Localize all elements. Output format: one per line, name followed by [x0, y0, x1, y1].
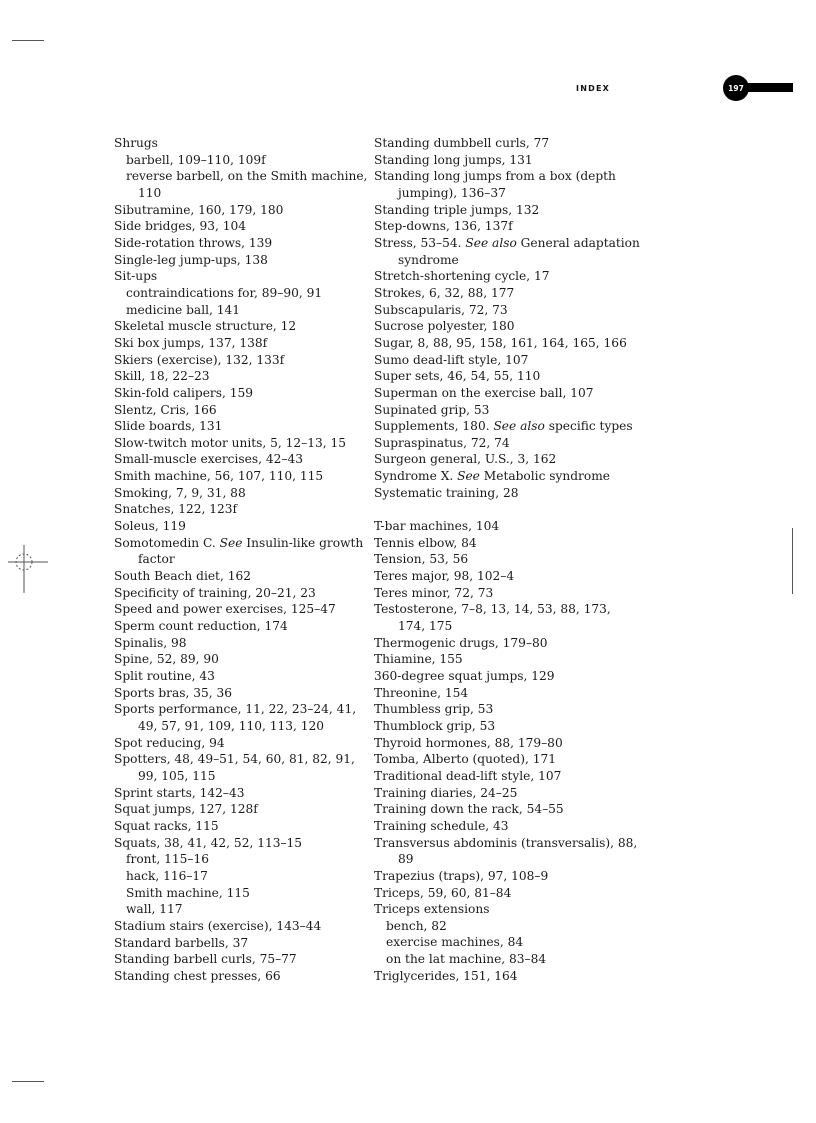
index-entry: Shrugs — [114, 136, 158, 150]
index-entry: Subscapularis, 72, 73 — [374, 302, 508, 317]
letter-group-gap — [374, 501, 614, 518]
index-entry-continuation: 89 — [398, 852, 414, 867]
page-number: 197 — [723, 75, 749, 101]
index-entry: 360-degree squat jumps, 129 — [374, 668, 555, 683]
index-entry: Supinated grip, 53 — [374, 402, 490, 417]
index-entry: Thumblock grip, 53 — [374, 718, 496, 733]
index-entry: Stadium stairs (exercise), 143–44 — [114, 918, 322, 933]
index-entry: Sprint starts, 142–43 — [114, 785, 245, 800]
index-entry: Thyroid hormones, 88, 179–80 — [374, 735, 563, 750]
crop-mark-right — [792, 528, 793, 594]
index-entry: Tennis elbow, 84 — [374, 535, 477, 550]
index-entry: Testosterone, 7–8, 13, 14, 53, 88, 173, — [374, 602, 611, 617]
index-entry: Standing long jumps, 131 — [374, 152, 533, 167]
index-entry — [374, 468, 614, 485]
index-entry-continuation: 99, 105, 115 — [138, 768, 216, 783]
index-entry: Thermogenic drugs, 179–80 — [374, 635, 548, 650]
index-entry: Training schedule, 43 — [374, 818, 509, 833]
index-entry: Sperm count reduction, 174 — [114, 619, 288, 634]
index-subentry: barbell, 109–110, 109f — [126, 152, 266, 167]
index-entry: Slentz, Cris, 166 — [114, 402, 217, 417]
index-entry: Snatches, 122, 123f — [114, 502, 238, 517]
index-entry: Spinalis, 98 — [114, 635, 187, 650]
crop-mark-top-left — [12, 40, 44, 41]
index-entry: Teres minor, 72, 73 — [374, 585, 494, 600]
index-subentry: reverse barbell, on the Smith machine, — [126, 169, 368, 184]
index-entry: Threonine, 154 — [374, 685, 469, 700]
index-entry: Sibutramine, 160, 179, 180 — [114, 202, 284, 217]
index-entry: Sucrose polyester, 180 — [374, 319, 515, 334]
index-entry: Specificity of training, 20–21, 23 — [114, 585, 316, 600]
index-entry: Side bridges, 93, 104 — [114, 219, 246, 234]
cross-reference-target: General adaptation — [516, 235, 640, 250]
cross-reference: See — [219, 535, 243, 550]
index-entry: Slow-twitch motor units, 5, 12–13, 15 — [114, 435, 347, 450]
entry-heading: Stress, 53–54. — [374, 235, 466, 250]
cross-reference: See also — [465, 235, 517, 250]
index-entry: Thiamine, 155 — [374, 652, 463, 667]
index-entry — [114, 535, 364, 552]
index-entry-continuation: syndrome — [398, 252, 459, 267]
index-subentry: Smith machine, 115 — [126, 885, 250, 900]
index-subentry: bench, 82 — [386, 918, 447, 933]
index-entry: Traditional dead-lift style, 107 — [374, 768, 562, 783]
index-entry: T-bar machines, 104 — [374, 519, 500, 534]
cross-reference-target: Metabolic syndrome — [479, 469, 610, 484]
index-subentry: hack, 116–17 — [126, 868, 208, 883]
index-entry: Ski box jumps, 137, 138f — [114, 335, 268, 350]
index-entry: Training diaries, 24–25 — [374, 785, 518, 800]
cross-reference: See — [457, 469, 480, 484]
index-entry: Small-muscle exercises, 42–43 — [114, 452, 303, 467]
index-entry: Training down the rack, 54–55 — [374, 802, 564, 817]
entry-heading: Somotomedin C. — [114, 535, 220, 550]
index-entry: Strokes, 6, 32, 88, 177 — [374, 285, 515, 300]
index-entry: Sumo dead-lift style, 107 — [374, 352, 529, 367]
index-entry: Trapezius (traps), 97, 108–9 — [374, 868, 549, 883]
index-column-right — [374, 135, 640, 984]
crop-mark-bottom-left — [12, 1081, 44, 1082]
index-entry: Superman on the exercise ball, 107 — [374, 385, 594, 400]
index-entry: Single-leg jump-ups, 138 — [114, 252, 268, 267]
cross-reference-target: Insulin-like growth — [242, 535, 364, 550]
index-entry — [374, 235, 640, 252]
index-entry: Stretch-shortening cycle, 17 — [374, 269, 550, 284]
index-entry: South Beach diet, 162 — [114, 569, 251, 584]
index-entry: Standing dumbbell curls, 77 — [374, 136, 550, 150]
entry-heading: Syndrome X. — [374, 469, 458, 484]
index-entry: Soleus, 119 — [114, 519, 186, 534]
index-subentry: wall, 117 — [126, 902, 183, 917]
index-entry: Skin-fold calipers, 159 — [114, 385, 254, 400]
index-entry: Transversus abdominis (transversalis), 88, — [374, 835, 638, 850]
index-entry: Skill, 18, 22–23 — [114, 369, 210, 384]
index-entry: Standing chest presses, 66 — [114, 968, 281, 983]
index-entry: Tomba, Alberto (quoted), 171 — [374, 752, 556, 767]
registration-mark-icon — [8, 545, 48, 593]
index-entry: Thumbless grip, 53 — [374, 702, 494, 717]
index-entry: Triceps extensions — [374, 902, 490, 917]
index-entry-continuation: jumping), 136–37 — [398, 185, 506, 200]
index-entry: Speed and power exercises, 125–47 — [114, 602, 336, 617]
index-entry: Side-rotation throws, 139 — [114, 235, 273, 250]
index-subentry: medicine ball, 141 — [126, 302, 241, 317]
index-entry: Triglycerides, 151, 164 — [374, 968, 518, 983]
index-subentry: exercise machines, 84 — [386, 935, 524, 950]
index-entry: Smith machine, 56, 107, 110, 115 — [114, 469, 324, 484]
entry-heading: Supplements, 180. — [374, 419, 494, 434]
index-entry: Squats, 38, 41, 42, 52, 113–15 — [114, 835, 303, 850]
index-entry: Sports bras, 35, 36 — [114, 685, 233, 700]
index-entry: Sports performance, 11, 22, 23–24, 41, — [114, 702, 357, 717]
cross-reference-target: specific types — [544, 419, 633, 434]
index-column-left — [114, 135, 368, 984]
index-entry: Split routine, 43 — [114, 669, 215, 683]
index-entry-continuation: 49, 57, 91, 109, 110, 113, 120 — [138, 718, 325, 733]
index-entry: Spot reducing, 94 — [114, 735, 225, 750]
index-entry: Spine, 52, 89, 90 — [114, 652, 219, 667]
index-entry: Standing triple jumps, 132 — [374, 202, 540, 217]
index-entry-continuation: 110 — [138, 185, 162, 200]
running-header: INDEX — [576, 84, 610, 93]
index-entry: Sit-ups — [114, 269, 158, 284]
index-subentry: front, 115–16 — [126, 852, 210, 867]
index-entry: Squat racks, 115 — [114, 818, 219, 833]
index-entry: Sugar, 8, 88, 95, 158, 161, 164, 165, 166 — [374, 335, 627, 350]
index-entry: Super sets, 46, 54, 55, 110 — [374, 369, 541, 384]
index-entry: Spotters, 48, 49–51, 54, 60, 81, 82, 91, — [114, 752, 355, 767]
index-entry-continuation: factor — [138, 552, 175, 567]
index-entry: Standing barbell curls, 75–77 — [114, 952, 297, 967]
index-entry-continuation: 174, 175 — [398, 619, 453, 634]
index-entry: Tension, 53, 56 — [374, 552, 469, 567]
cross-reference: See also — [493, 419, 545, 434]
index-entry: Supraspinatus, 72, 74 — [374, 435, 510, 450]
index-entry: Step-downs, 136, 137f — [374, 219, 513, 234]
index-entry: Teres major, 98, 102–4 — [374, 569, 515, 584]
index-entry: Smoking, 7, 9, 31, 88 — [114, 485, 246, 500]
index-entry: Surgeon general, U.S., 3, 162 — [374, 452, 557, 467]
index-entry: Skiers (exercise), 132, 133f — [114, 352, 285, 367]
index-subentry: contraindications for, 89–90, 91 — [126, 285, 323, 300]
index-entry: Squat jumps, 127, 128f — [114, 802, 258, 817]
index-entry: Skeletal muscle structure, 12 — [114, 319, 297, 334]
index-entry: Standard barbells, 37 — [114, 935, 249, 950]
index-entry: Standing long jumps from a box (depth — [374, 169, 616, 184]
index-entry: Triceps, 59, 60, 81–84 — [374, 885, 512, 900]
index-entry — [374, 418, 633, 435]
index-entry: Slide boards, 131 — [114, 419, 223, 434]
index-entry: Systematic training, 28 — [374, 485, 519, 500]
index-subentry: on the lat machine, 83–84 — [386, 952, 547, 967]
